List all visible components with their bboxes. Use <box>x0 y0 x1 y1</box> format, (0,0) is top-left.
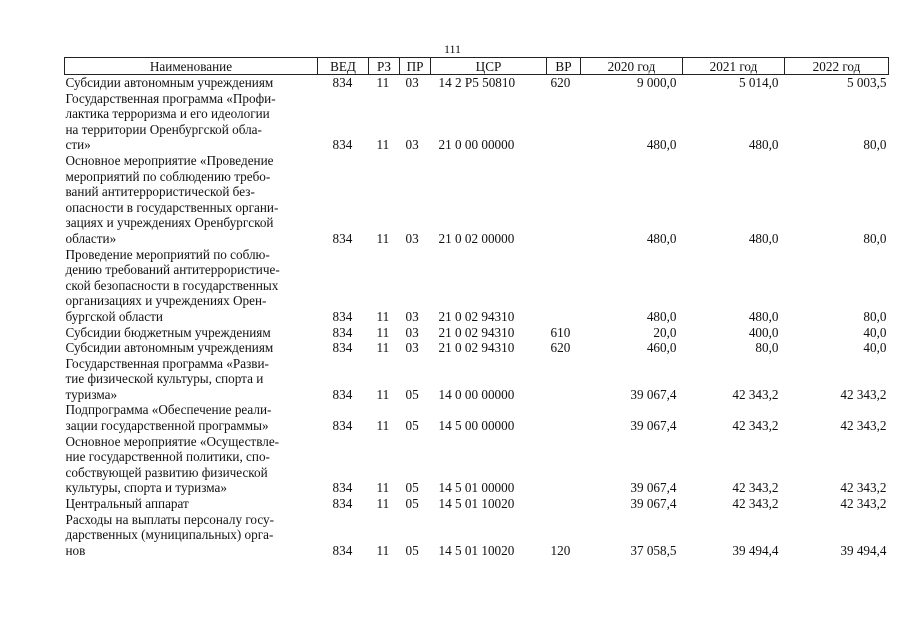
cell-pr: 03 <box>405 75 419 90</box>
cell-ved: 834 <box>332 496 353 512</box>
cell-ved: 834 <box>332 386 353 402</box>
cell-pr: 05 <box>405 496 419 512</box>
table-row <box>65 325 889 341</box>
table-row <box>65 402 889 433</box>
cell-2022: 42 343,2 <box>840 496 887 512</box>
cell-pr: 03 <box>405 308 419 324</box>
name-line: на территории Оренбургской обла- <box>65 121 262 137</box>
table-body <box>65 75 889 559</box>
name-line: ваний антитеррористической без- <box>65 184 255 200</box>
cell-2021: 400,0 <box>748 324 779 340</box>
cell-ved: 834 <box>332 75 353 90</box>
name-line: Основное мероприятие «Проведение <box>65 152 274 168</box>
cell-name <box>65 247 318 325</box>
name-line: мероприятий по соблюдению требо- <box>65 168 271 184</box>
cell-2020: 480,0 <box>646 308 677 324</box>
cell-csr: 21 0 02 94310 <box>438 308 515 324</box>
cell-csr: 14 5 00 00000 <box>438 418 515 434</box>
cell-ved: 834 <box>332 137 353 153</box>
cell-name <box>65 325 318 341</box>
name-line: Проведение мероприятий по соблю- <box>65 246 270 262</box>
cell-2021: 42 343,2 <box>732 480 779 496</box>
cell-2022: 80,0 <box>863 230 887 246</box>
cell-2022: 40,0 <box>863 324 887 340</box>
cell-rz: 11 <box>376 386 390 402</box>
cell-vr: 620 <box>550 340 571 356</box>
cell-name <box>65 512 318 559</box>
cell-2022: 80,0 <box>863 137 887 153</box>
table-row <box>65 75 889 91</box>
cell-ved: 834 <box>332 542 353 558</box>
name-line: Субсидии автономным учреждениям <box>65 75 274 90</box>
cell-name <box>65 91 318 153</box>
cell-vr <box>547 402 581 433</box>
cell-vr <box>547 434 581 496</box>
cell-pr: 03 <box>405 137 419 153</box>
name-line: туризма» <box>65 386 118 402</box>
budget-table <box>64 57 889 558</box>
header-csr: ЦСР <box>431 58 547 75</box>
cell-2020: 480,0 <box>646 230 677 246</box>
header-pr: ПР <box>400 58 431 75</box>
name-line: Основное мероприятие «Осуществле- <box>65 433 280 449</box>
cell-2022: 5 003,5 <box>846 75 887 90</box>
cell-csr: 14 5 01 00000 <box>438 480 515 496</box>
cell-pr: 05 <box>405 386 419 402</box>
cell-2021: 5 014,0 <box>738 75 779 90</box>
cell-csr: 14 5 01 10020 <box>438 542 515 558</box>
cell-ved: 834 <box>332 324 353 340</box>
cell-2022: 42 343,2 <box>840 386 887 402</box>
cell-name <box>65 75 318 91</box>
name-line: зации государственной программы» <box>65 418 269 434</box>
cell-rz: 11 <box>376 340 390 356</box>
name-line: опасности в государственных органи- <box>65 199 279 215</box>
cell-name <box>65 153 318 247</box>
cell-csr: 14 0 00 00000 <box>438 386 515 402</box>
cell-rz: 11 <box>376 324 390 340</box>
cell-vr <box>547 91 581 153</box>
table-row <box>65 496 889 512</box>
cell-pr: 05 <box>405 418 419 434</box>
cell-2022: 42 343,2 <box>840 480 887 496</box>
cell-2021: 42 343,2 <box>732 386 779 402</box>
cell-vr <box>547 496 581 512</box>
cell-2022: 40,0 <box>863 340 887 356</box>
name-line: тие физической культуры, спорта и <box>65 371 264 387</box>
name-line: дарственных (муниципальных) орга- <box>65 527 274 543</box>
cell-2021: 80,0 <box>755 340 779 356</box>
cell-rz: 11 <box>376 308 390 324</box>
name-line: Расходы на выплаты персоналу госу- <box>65 511 275 527</box>
cell-2020: 20,0 <box>653 324 677 340</box>
table-row <box>65 91 889 153</box>
cell-vr <box>547 247 581 325</box>
cell-rz: 11 <box>376 75 390 90</box>
cell-2020: 39 067,4 <box>630 480 677 496</box>
table-header <box>65 58 889 75</box>
header-vr: ВР <box>547 58 581 75</box>
cell-rz: 11 <box>376 480 390 496</box>
cell-pr: 03 <box>405 340 419 356</box>
cell-2021: 480,0 <box>748 308 779 324</box>
header-ved: ВЕД <box>318 58 369 75</box>
name-line: Центральный аппарат <box>65 496 189 512</box>
name-line: Государственная программа «Профи- <box>65 90 276 106</box>
table-row <box>65 356 889 403</box>
cell-name <box>65 340 318 356</box>
cell-ved: 834 <box>332 480 353 496</box>
table-row <box>65 434 889 496</box>
cell-csr: 21 0 02 00000 <box>438 230 515 246</box>
cell-ved: 834 <box>332 230 353 246</box>
table-row <box>65 512 889 559</box>
cell-pr: 05 <box>405 480 419 496</box>
name-line: Субсидии бюджетным учреждениям <box>65 324 271 340</box>
cell-name <box>65 402 318 433</box>
cell-name <box>65 356 318 403</box>
name-line: лактика терроризма и его идеологии <box>65 106 270 122</box>
name-line: Субсидии автономным учреждениям <box>65 340 274 356</box>
name-line: бургской области <box>65 308 163 324</box>
cell-2020: 37 058,5 <box>630 542 677 558</box>
cell-rz: 11 <box>376 542 390 558</box>
cell-ved: 834 <box>332 418 353 434</box>
cell-vr: 610 <box>550 324 571 340</box>
page-number: 111 <box>443 42 462 56</box>
cell-2022: 80,0 <box>863 308 887 324</box>
name-line: культуры, спорта и туризма» <box>65 480 227 496</box>
cell-csr: 21 0 00 00000 <box>438 137 515 153</box>
name-line: ской безопасности в государственных <box>65 277 279 293</box>
cell-csr: 14 2 Р5 50810 <box>438 75 516 90</box>
cell-2021: 42 343,2 <box>732 496 779 512</box>
cell-2020: 39 067,4 <box>630 386 677 402</box>
cell-2020: 480,0 <box>646 137 677 153</box>
header-2021: 2021 год <box>683 58 785 75</box>
cell-rz: 11 <box>376 496 390 512</box>
cell-2020: 39 067,4 <box>630 496 677 512</box>
header-2020: 2020 год <box>581 58 683 75</box>
cell-ved: 834 <box>332 340 353 356</box>
cell-rz: 11 <box>376 137 390 153</box>
name-line: области» <box>65 230 117 246</box>
name-line: организациях и учреждениях Орен- <box>65 293 267 309</box>
cell-pr: 05 <box>405 542 419 558</box>
header-2022: 2022 год <box>785 58 889 75</box>
cell-vr: 120 <box>550 542 571 558</box>
cell-csr: 21 0 02 94310 <box>438 340 515 356</box>
name-line: собствующей развитию физической <box>65 464 268 480</box>
cell-pr: 03 <box>405 324 419 340</box>
name-line: зациях и учреждениях Оренбургской <box>65 215 274 231</box>
cell-2020: 9 000,0 <box>636 75 677 90</box>
header-name: Наименование <box>65 58 318 75</box>
header-rz: РЗ <box>369 58 400 75</box>
cell-csr: 14 5 01 10020 <box>438 496 515 512</box>
cell-2022: 39 494,4 <box>840 542 887 558</box>
cell-vr <box>547 153 581 247</box>
cell-name <box>65 434 318 496</box>
cell-2020: 460,0 <box>646 340 677 356</box>
name-line: ние государственной политики, спо- <box>65 449 270 465</box>
cell-rz: 11 <box>376 230 390 246</box>
cell-2021: 480,0 <box>748 230 779 246</box>
table-row <box>65 340 889 356</box>
cell-2020: 39 067,4 <box>630 418 677 434</box>
name-line: Подпрограмма «Обеспечение реали- <box>65 402 272 418</box>
cell-pr: 03 <box>405 230 419 246</box>
table-row <box>65 247 889 325</box>
name-line: нов <box>65 542 86 558</box>
cell-vr <box>547 356 581 403</box>
cell-2022: 42 343,2 <box>840 418 887 434</box>
cell-rz: 11 <box>376 418 390 434</box>
table-row <box>65 153 889 247</box>
cell-vr: 620 <box>550 75 571 90</box>
name-line: сти» <box>65 137 91 153</box>
cell-2021: 39 494,4 <box>732 542 779 558</box>
cell-name <box>65 496 318 512</box>
cell-csr: 21 0 02 94310 <box>438 324 515 340</box>
name-line: Государственная программа «Разви- <box>65 355 269 371</box>
cell-2021: 42 343,2 <box>732 418 779 434</box>
name-line: дению требований антитеррористиче- <box>65 262 280 278</box>
cell-ved: 834 <box>332 308 353 324</box>
cell-2021: 480,0 <box>748 137 779 153</box>
